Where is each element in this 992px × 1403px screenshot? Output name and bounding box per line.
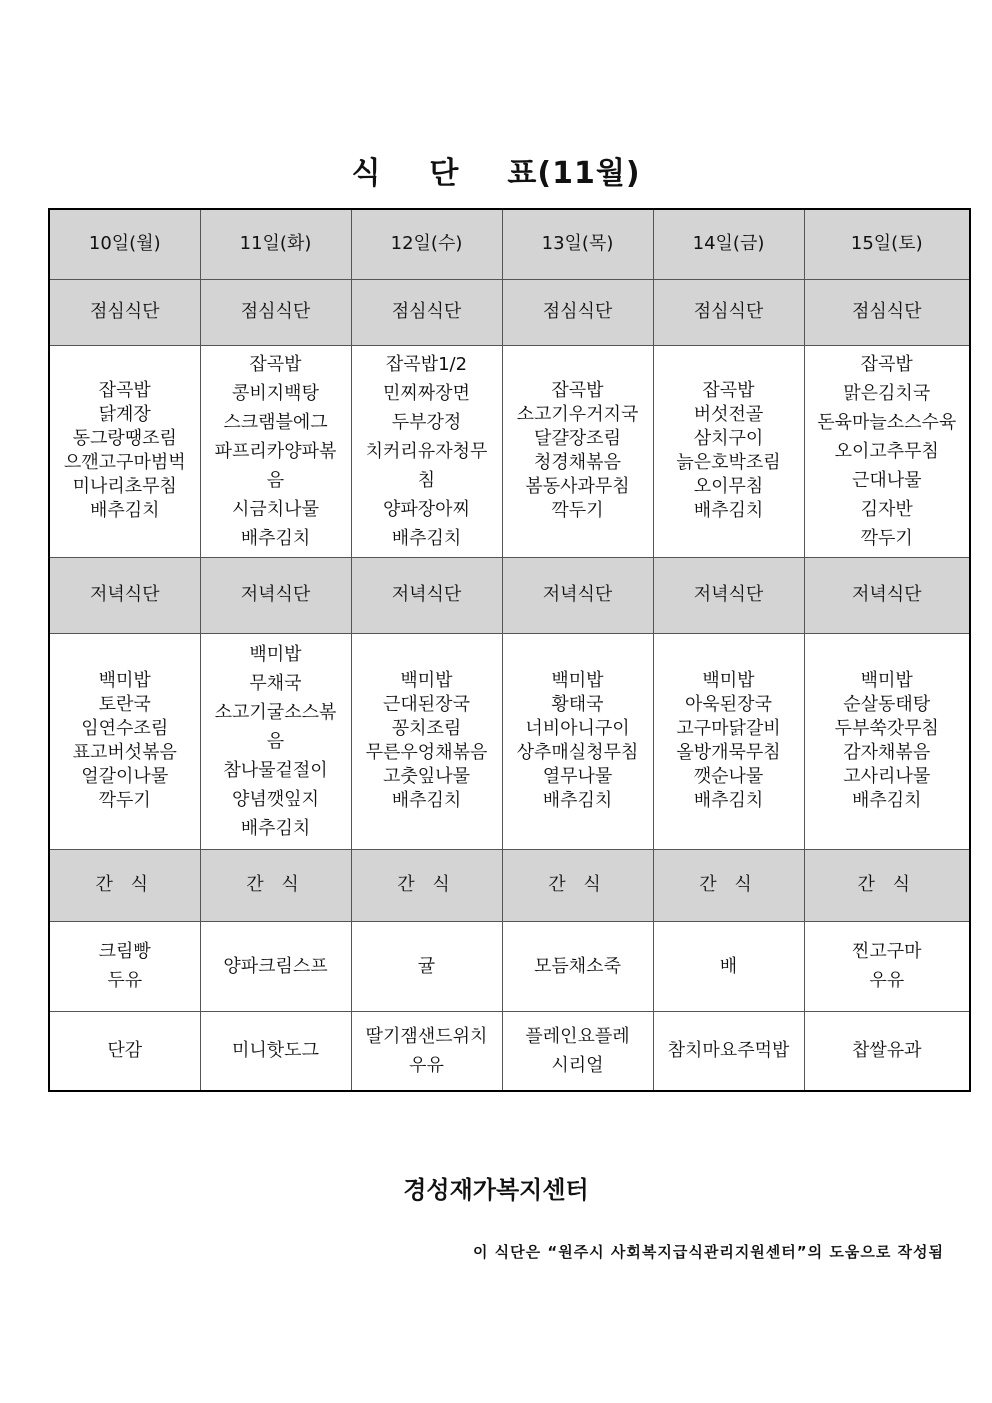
lunch-label-text: 점심식단 (89, 301, 160, 322)
snack-menu-cell (804, 1011, 970, 1091)
dinner-menu-cell (351, 633, 502, 849)
day-header-text: 11일(화) (239, 233, 312, 255)
day-header (351, 209, 502, 279)
menu-item: 백미밥 (249, 643, 302, 665)
day-header-text: 10일(월) (88, 233, 161, 255)
menu-item: 참나물겉절이 (223, 759, 328, 781)
snack-label-text: 간 식 (548, 874, 607, 895)
menu-item: 근대나물 (851, 469, 922, 491)
dinner-label (200, 557, 351, 633)
snack-menu-cell (351, 921, 502, 1011)
snack-menu-cell (200, 921, 351, 1011)
day-header-text: 15일(토) (850, 233, 923, 255)
menu-item: 깍두기 (551, 500, 604, 521)
menu-item: 백미밥 (702, 670, 755, 691)
day-header (502, 209, 653, 279)
snack-label-text: 간 식 (857, 874, 916, 895)
snack-menu-cell (49, 1011, 200, 1091)
lunch-label-text: 점심식단 (851, 301, 922, 322)
snack-label-text: 간 식 (95, 874, 154, 895)
menu-item: 민찌짜장면 (383, 382, 470, 404)
menu-item: 늙은호박조림 (676, 452, 781, 473)
menu-item: 백미밥 (400, 670, 453, 691)
menu-item: 근대된장국 (383, 694, 470, 715)
footnote: 이 식단은 “원주시 사회복지급식관리지원센터”의 도움으로 작성됨 (472, 1243, 944, 1261)
day-header (49, 209, 200, 279)
menu-item: 배추김치 (240, 527, 311, 549)
menu-item: 백미밥 (98, 670, 151, 691)
menu-item: 두유 (107, 970, 143, 991)
menu-item: 침 (417, 469, 436, 491)
snack-menu-row-2 (49, 1011, 970, 1091)
lunch-menu-cell (49, 345, 200, 557)
dinner-menu-cell (502, 633, 653, 849)
dinner-label-text: 저녁식단 (851, 584, 922, 605)
menu-item: 찐고구마 (851, 941, 922, 962)
lunch-label-text: 점심식단 (542, 301, 613, 322)
dinner-label-text: 저녁식단 (542, 584, 613, 605)
menu-item: 닭계장 (98, 404, 151, 425)
menu-item: 오이고추무침 (834, 440, 939, 462)
menu-item: 시금치나물 (232, 498, 319, 520)
menu-item: 김자반 (860, 498, 913, 520)
menu-item: 양념깻잎지 (232, 788, 319, 810)
snack-menu-cell (653, 921, 804, 1011)
menu-item: 얼갈이나물 (81, 766, 169, 787)
lunch-menu-cell (502, 345, 653, 557)
menu-item: 배추김치 (851, 790, 922, 811)
menu-item: 두부강정 (391, 411, 462, 433)
lunch-label (502, 279, 653, 345)
menu-item: 배추김치 (89, 500, 160, 521)
day-header (200, 209, 351, 279)
menu-item: 백미밥 (860, 670, 913, 691)
menu-item: 시리얼 (551, 1054, 604, 1076)
dinner-label (804, 557, 970, 633)
snack-label-text: 간 식 (397, 874, 456, 895)
snack-label (200, 849, 351, 921)
menu-item: 청경채볶음 (534, 452, 621, 473)
day-header-text: 12일(수) (390, 233, 463, 255)
menu-item: 크림빵 (98, 941, 151, 962)
menu-item: 우유 (409, 1054, 444, 1076)
menu-item: 무른우엉채볶음 (365, 742, 488, 763)
menu-item: 깍두기 (98, 790, 151, 811)
dinner-label-text: 저녁식단 (89, 584, 160, 605)
menu-item: 깻순나물 (693, 766, 764, 787)
menu-item: 잡곡밥 (551, 380, 604, 401)
menu-item: 잡곡밥 (702, 380, 755, 401)
menu-item: 딸기잼샌드위치 (365, 1025, 488, 1047)
meal-table (48, 208, 971, 1092)
lunch-menu-row (49, 345, 970, 557)
snack-menu-cell (200, 1011, 351, 1091)
snack-label (653, 849, 804, 921)
dinner-label-row (49, 557, 970, 633)
page-title (0, 148, 992, 192)
menu-item: 표고버섯볶음 (72, 742, 177, 763)
menu-item: 버섯전골 (693, 404, 764, 425)
snack-menu-cell (653, 1011, 804, 1091)
menu-item: 토란국 (98, 694, 151, 715)
title-part-3: 표(11월) (507, 156, 641, 191)
menu-item: 잡곡밥 (249, 353, 302, 375)
menu-item: 치커리유자청무 (365, 440, 488, 462)
menu-item: 배추김치 (391, 790, 462, 811)
menu-item: 우유 (869, 970, 905, 991)
menu-item: 플레인요플레 (525, 1025, 630, 1047)
snack-menu-cell (804, 921, 970, 1011)
menu-item: 달걀장조림 (534, 428, 621, 449)
dinner-menu-cell (804, 633, 970, 849)
menu-item: 황태국 (551, 694, 604, 715)
menu-item: 모듬채소죽 (534, 955, 621, 977)
menu-item: 두부쑥갓무침 (834, 718, 939, 739)
dinner-label (502, 557, 653, 633)
snack-label (49, 849, 200, 921)
lunch-label-text: 점심식단 (391, 301, 462, 322)
menu-item: 미나리초무침 (72, 476, 177, 497)
day-header-text: 13일(목) (541, 233, 614, 255)
lunch-label (200, 279, 351, 345)
dinner-label (351, 557, 502, 633)
menu-item: 음 (266, 469, 285, 491)
menu-item: 고사리나물 (843, 766, 931, 787)
menu-item: 너비아니구이 (525, 718, 630, 739)
menu-item: 음 (266, 730, 285, 752)
menu-item: 배추김치 (693, 790, 764, 811)
snack-menu-cell (502, 1011, 653, 1091)
menu-item: 으깬고구마범벅 (63, 452, 186, 473)
menu-item: 오이무침 (693, 476, 764, 497)
menu-item: 콩비지백탕 (232, 382, 319, 404)
lunch-label (351, 279, 502, 345)
lunch-menu-cell (653, 345, 804, 557)
menu-item: 감자채볶음 (843, 742, 931, 763)
center-name: 경성재가복지센터 (403, 1176, 589, 1204)
menu-item: 귤 (417, 955, 436, 977)
lunch-menu-cell (200, 345, 351, 557)
menu-item: 열무나물 (542, 766, 613, 787)
lunch-label (653, 279, 804, 345)
menu-item: 미니핫도그 (232, 1040, 319, 1062)
menu-item: 아욱된장국 (685, 694, 772, 715)
menu-item: 찹쌀유과 (851, 1040, 922, 1062)
dinner-menu-cell (653, 633, 804, 849)
snack-menu-cell (351, 1011, 502, 1091)
menu-item: 꽁치조림 (391, 718, 462, 739)
day-header (804, 209, 970, 279)
menu-item: 양파장아찌 (383, 498, 470, 520)
menu-item: 소고기우거지국 (516, 404, 639, 425)
menu-item: 배추김치 (693, 500, 764, 521)
menu-item: 잡곡밥 (98, 380, 151, 401)
dinner-label-text: 저녁식단 (240, 584, 311, 605)
lunch-menu-cell (804, 345, 970, 557)
menu-item: 임연수조림 (81, 718, 169, 739)
lunch-label-text: 점심식단 (693, 301, 764, 322)
menu-item: 파프리카양파볶 (214, 440, 337, 462)
dinner-menu-cell (49, 633, 200, 849)
dinner-label-text: 저녁식단 (693, 584, 764, 605)
snack-label-text: 간 식 (699, 874, 758, 895)
day-header-text: 14일(금) (692, 233, 765, 255)
menu-item: 배추김치 (542, 790, 613, 811)
menu-item: 동그랑땡조림 (72, 428, 177, 449)
menu-item: 돈육마늘소스수육 (817, 411, 957, 433)
title-part-1: 식 (351, 156, 382, 191)
dinner-menu-cell (200, 633, 351, 849)
menu-item: 잡곡밥 (860, 353, 913, 375)
dinner-menu-row (49, 633, 970, 849)
menu-item: 순살동태탕 (843, 694, 931, 715)
menu-item: 배추김치 (391, 527, 462, 549)
menu-item: 소고기굴소스볶 (214, 701, 337, 723)
lunch-menu-cell (351, 345, 502, 557)
dinner-label (653, 557, 804, 633)
snack-label (502, 849, 653, 921)
snack-menu-cell (49, 921, 200, 1011)
menu-item: 고구마닭갈비 (676, 718, 781, 739)
lunch-label-text: 점심식단 (240, 301, 311, 322)
snack-label-row (49, 849, 970, 921)
lunch-label-row (49, 279, 970, 345)
day-header (653, 209, 804, 279)
dinner-label (49, 557, 200, 633)
menu-item: 상추매실청무침 (516, 742, 639, 763)
menu-item: 고춧잎나물 (383, 766, 470, 787)
menu-item: 스크램블에그 (223, 411, 328, 433)
menu-item: 무채국 (249, 672, 302, 694)
snack-label (351, 849, 502, 921)
menu-item: 삼치구이 (693, 428, 764, 449)
day-header-row (49, 209, 970, 279)
menu-item: 양파크림스프 (223, 955, 328, 977)
snack-label-text: 간 식 (246, 874, 305, 895)
menu-item: 깍두기 (860, 527, 913, 549)
menu-item: 참치마요주먹밥 (667, 1040, 790, 1062)
menu-item: 백미밥 (551, 670, 604, 691)
snack-label (804, 849, 970, 921)
menu-item: 잡곡밥1/2 (385, 353, 468, 375)
snack-menu-cell (502, 921, 653, 1011)
lunch-label (49, 279, 200, 345)
menu-item: 올방개묵무침 (676, 742, 781, 763)
lunch-label (804, 279, 970, 345)
title-part-2: 단 (429, 156, 460, 191)
menu-item: 맑은김치국 (843, 382, 931, 404)
menu-item: 단감 (107, 1040, 143, 1062)
menu-item: 배추김치 (240, 817, 311, 839)
menu-item: 봄동사과무침 (525, 476, 630, 497)
menu-item: 배 (719, 955, 738, 977)
dinner-label-text: 저녁식단 (391, 584, 462, 605)
snack-menu-row-1 (49, 921, 970, 1011)
